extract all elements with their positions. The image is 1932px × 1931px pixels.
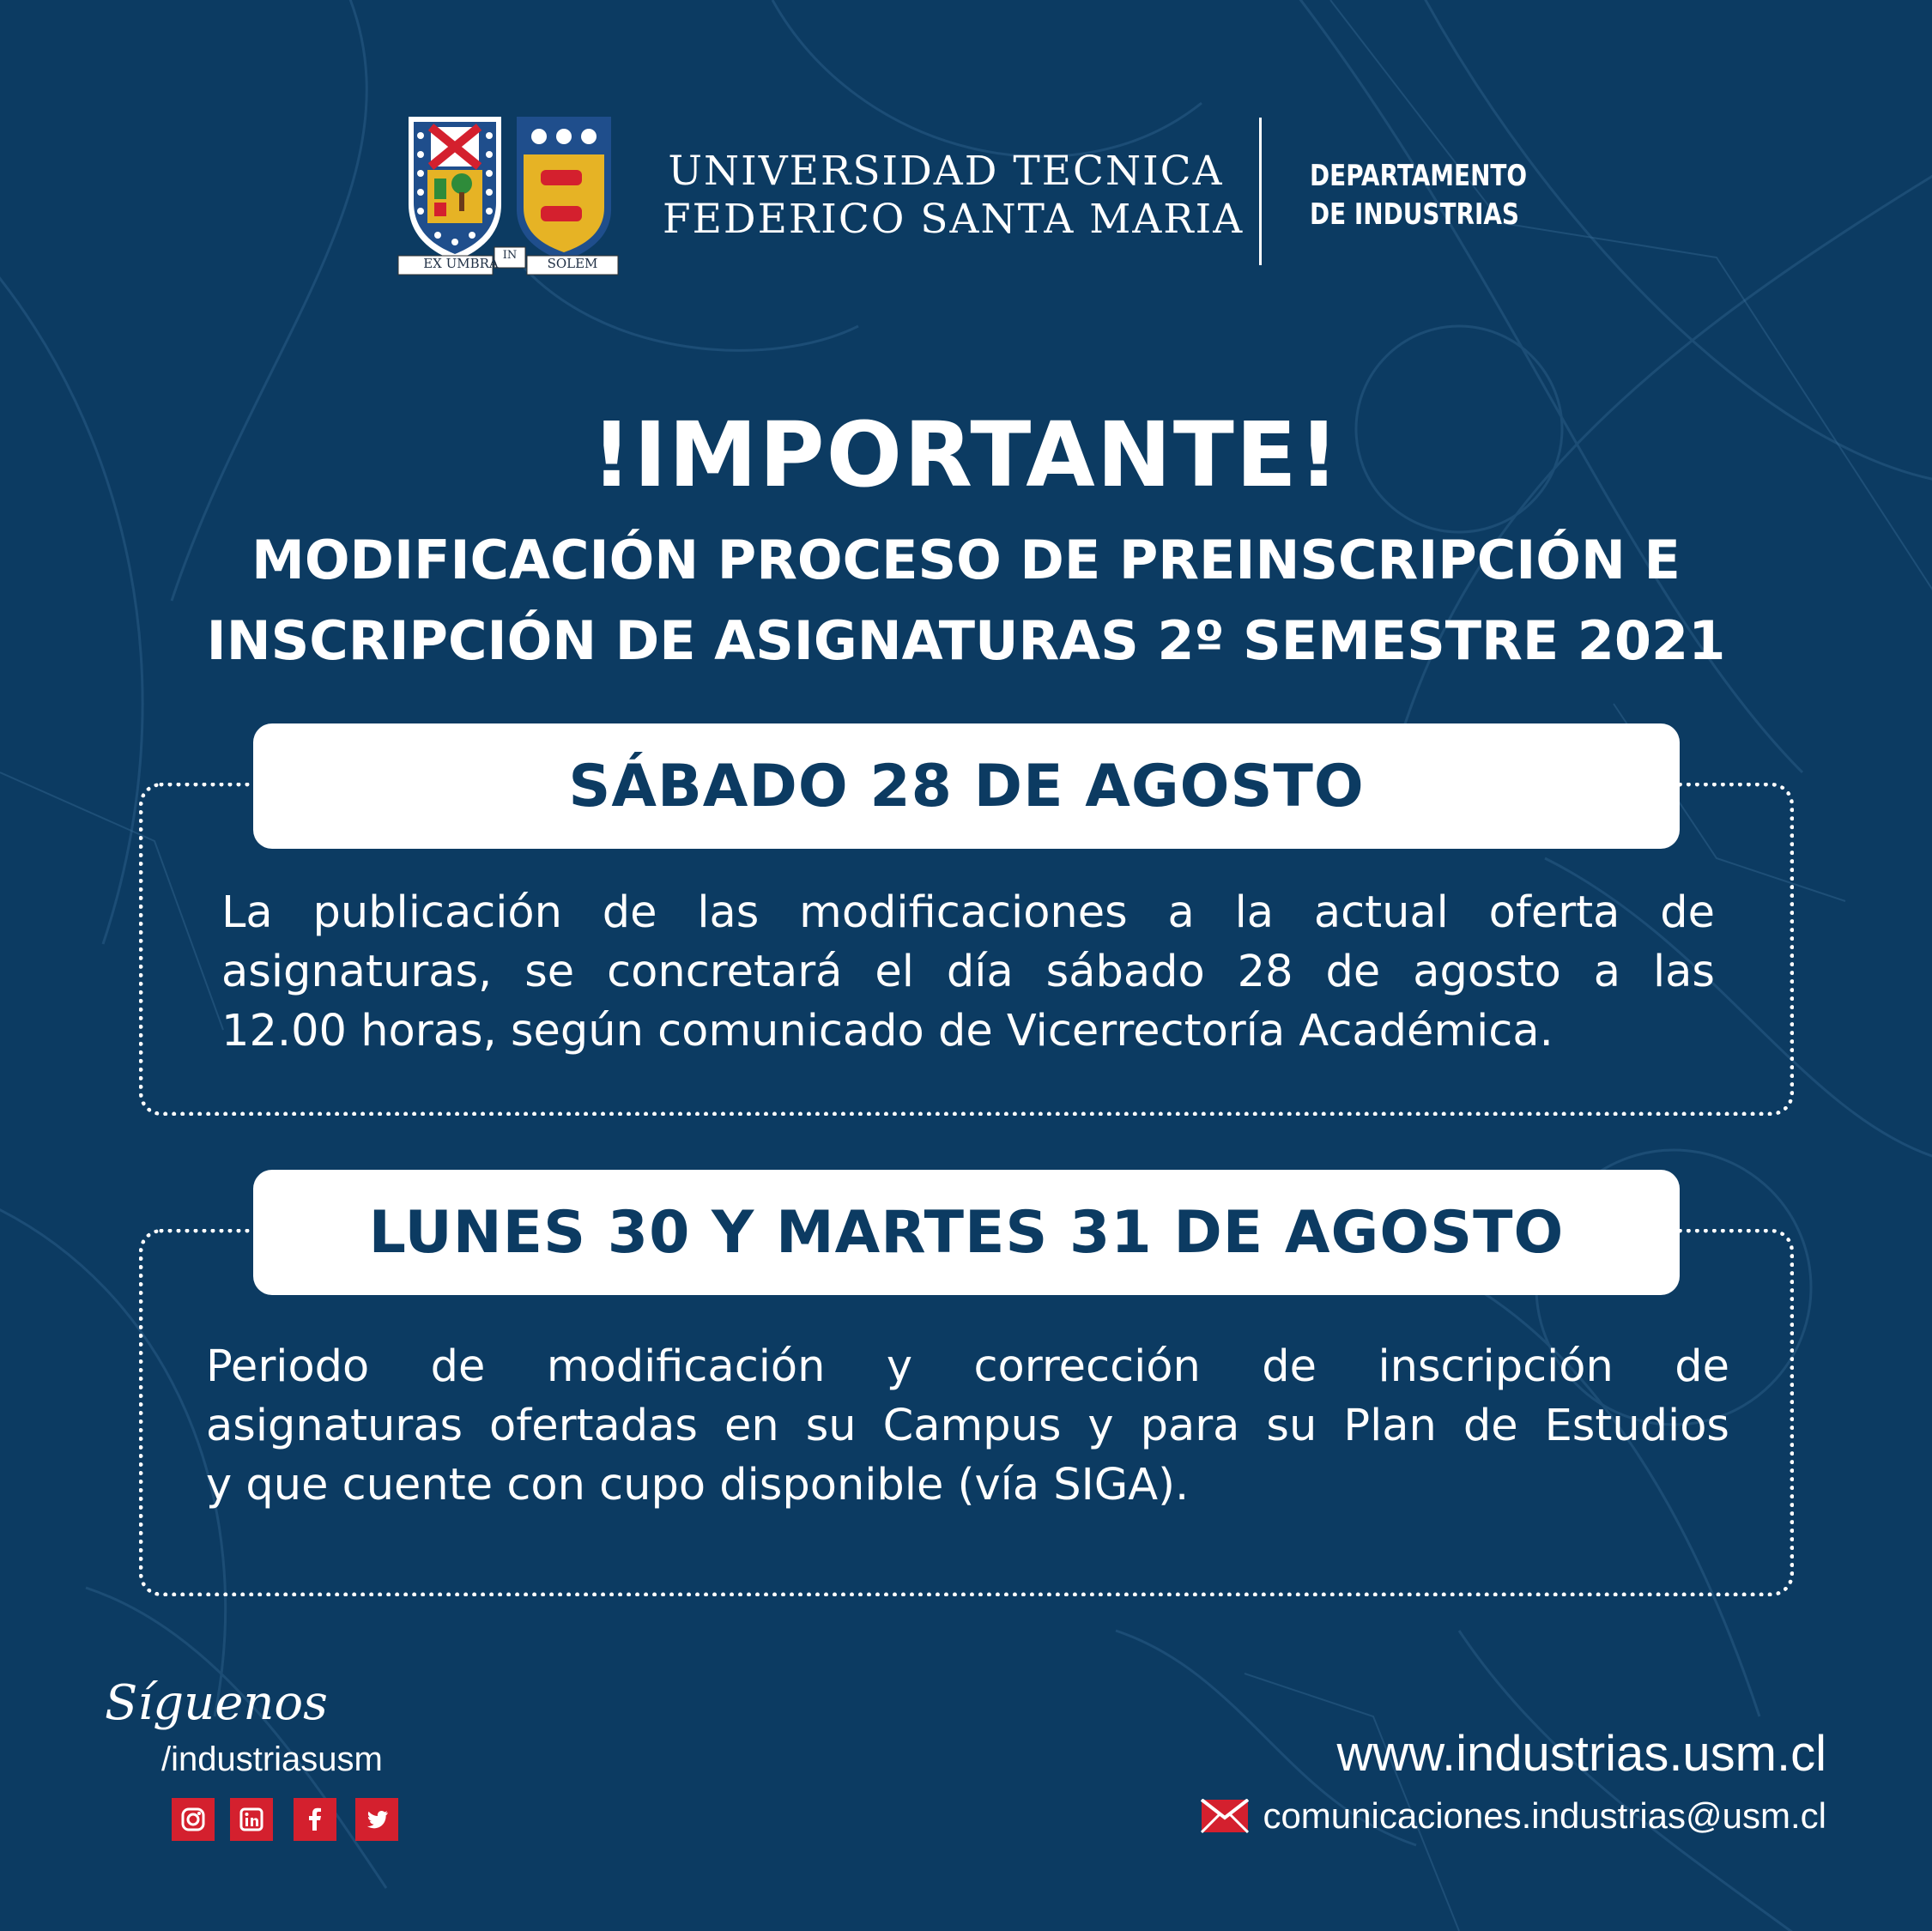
mail-icon [1201, 1799, 1249, 1833]
page-title: !IMPORTANTE! [591, 403, 1341, 507]
crest-motto-left: EX UMBRA [423, 256, 499, 271]
facebook-icon[interactable] [294, 1798, 336, 1841]
department-name-line2: DE INDUSTRIAS [1310, 197, 1519, 232]
header-divider [1259, 118, 1262, 265]
section-2-line: y que cuente con cupo disponible (vía SIGA). [206, 1460, 1190, 1510]
follow-us-label: Síguenos [105, 1675, 328, 1731]
subtitle-line2: INSCRIPCIÓN DE ASIGNATURAS 2º SEMESTRE 2021 [206, 609, 1726, 672]
section-1-line: asignaturas, se concretará el día sábado 28 de agosto a las [221, 947, 1715, 997]
twitter-icon[interactable] [355, 1798, 398, 1841]
section-2-heading: LUNES 30 Y MARTES 31 DE AGOSTO [253, 1170, 1680, 1295]
section-2-line: Periodo de modificación y corrección de inscripción de [206, 1341, 1729, 1392]
crest-motto-middle: IN [502, 249, 518, 262]
university-name-line2: FEDERICO SANTA MARIA [663, 196, 1245, 243]
section-2-line: asignaturas ofertadas en su Campus y para su Plan de Estudios [206, 1401, 1729, 1451]
email-link[interactable]: comunicaciones.industrias@usm.cl [1263, 1795, 1826, 1836]
page-subtitle [0, 520, 1932, 681]
department-name [1310, 157, 1528, 234]
section-1-line: 12.00 horas, según comunicado de Vicerrectoría Académica. [221, 1006, 1553, 1056]
subtitle-line1: MODIFICACIÓN PROCESO DE PREINSCRIPCIÓN E [251, 529, 1681, 591]
department-name-line1: DEPARTAMENTO [1310, 159, 1528, 193]
section-1-line: La publicación de las modificaciones a la actual oferta de [221, 887, 1715, 938]
email-row [944, 1795, 1826, 1837]
crest-motto-right: SOLEM [547, 256, 598, 271]
instagram-icon[interactable] [172, 1798, 215, 1841]
section-2-text [206, 1337, 1729, 1515]
linkedin-icon[interactable] [230, 1798, 273, 1841]
social-handle: /industriasusm [161, 1740, 383, 1778]
university-name-line1: UNIVERSIDAD TECNICA [668, 148, 1224, 195]
section-1-text [221, 883, 1715, 1061]
website-link[interactable]: www.industrias.usm.cl [1336, 1726, 1826, 1782]
section-1-heading: SÁBADO 28 DE AGOSTO [253, 723, 1680, 849]
university-name [663, 148, 1245, 244]
